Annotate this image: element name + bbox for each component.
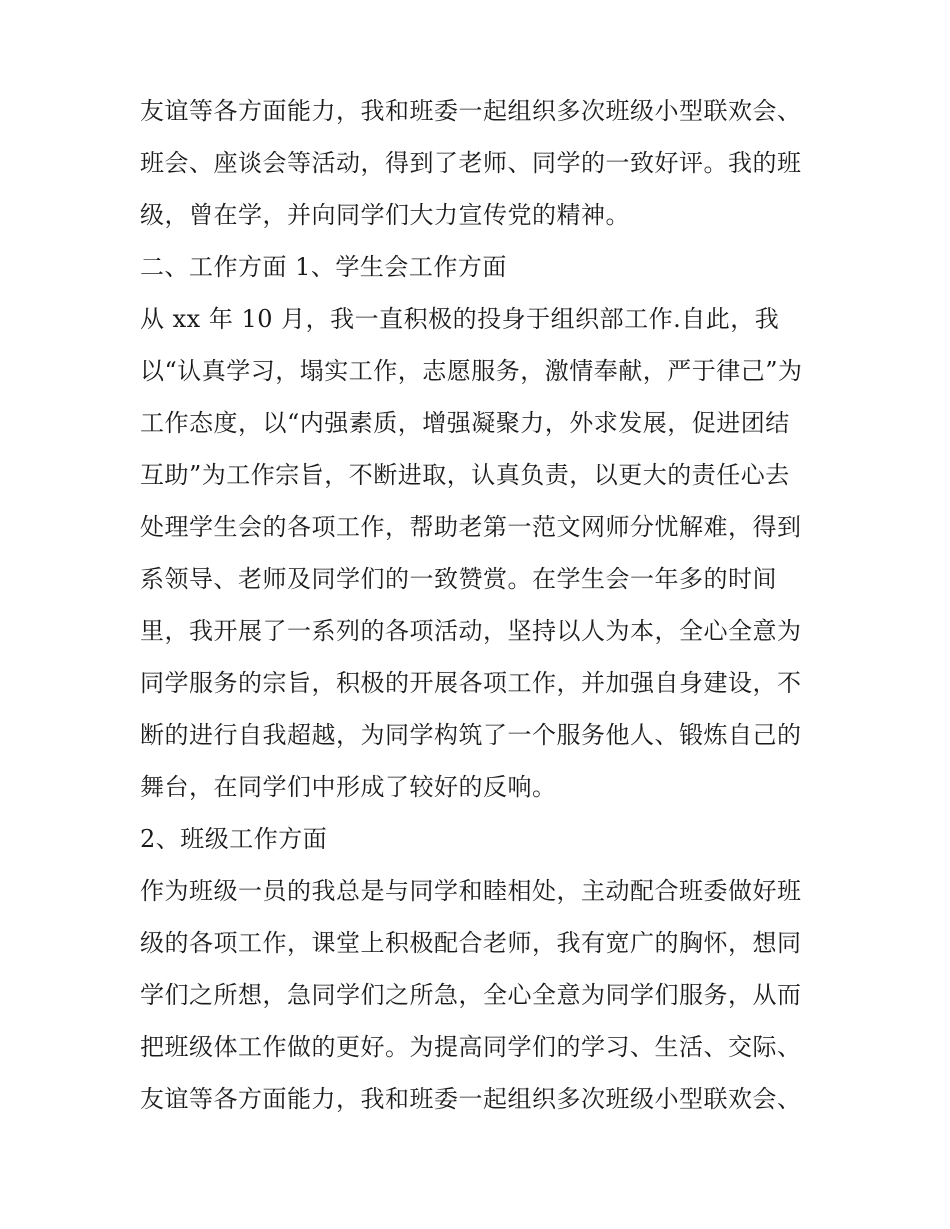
text-line: 断的进行自我超越，为同学构筑了一个服务他人、锻炼自己的 [140,721,802,749]
text-line: 里，我开展了一系列的各项活动，坚持以人为本，全心全意为 [140,617,802,645]
text-line: 学们之所想，急同学们之所急，全心全意为同学们服务，从而 [140,981,802,1009]
text-line: 同学服务的宗旨，积极的开展各项工作，并加强自身建设，不 [140,669,802,697]
text-line: 从 xx 年 10 月，我一直积极的投身于组织部工作.自此，我 [140,305,780,333]
section-heading: 2、班级工作方面 [140,825,328,853]
text-line: 工作态度，以“内强素质，增强凝聚力，外求发展，促进团结 [140,409,790,437]
text-line: 级，曾在学，并向同学们大力宣传党的精神。 [140,201,630,229]
text-line: 舞台，在同学们中形成了较好的反响。 [140,773,557,801]
text-line: 班会、座谈会等活动，得到了老师、同学的一致好评。我的班 [140,149,802,177]
text-line: 以“认真学习，塌实工作，志愿服务，激情奉献，严于律己”为 [140,357,803,385]
section-heading: 二、工作方面 1、学生会工作方面 [140,253,507,281]
text-line: 级的各项工作，课堂上积极配合老师，我有宽广的胸怀，想同 [140,929,802,957]
document-body [140,85,820,1125]
text-line: 互助”为工作宗旨，不断进取，认真负责，以更大的责任心去 [140,461,790,489]
text-line: 友谊等各方面能力，我和班委一起组织多次班级小型联欢会、 [140,1085,802,1113]
text-line: 处理学生会的各项工作，帮助老第一范文网师分忧解难，得到 [140,513,802,541]
text-line: 系领导、老师及同学们的一致赞赏。在学生会一年多的时间 [140,565,777,593]
text-line: 作为班级一员的我总是与同学和睦相处，主动配合班委做好班 [140,877,802,905]
text-line: 友谊等各方面能力，我和班委一起组织多次班级小型联欢会、 [140,97,802,125]
text-line: 把班级体工作做的更好。为提高同学们的学习、生活、交际、 [140,1033,802,1061]
